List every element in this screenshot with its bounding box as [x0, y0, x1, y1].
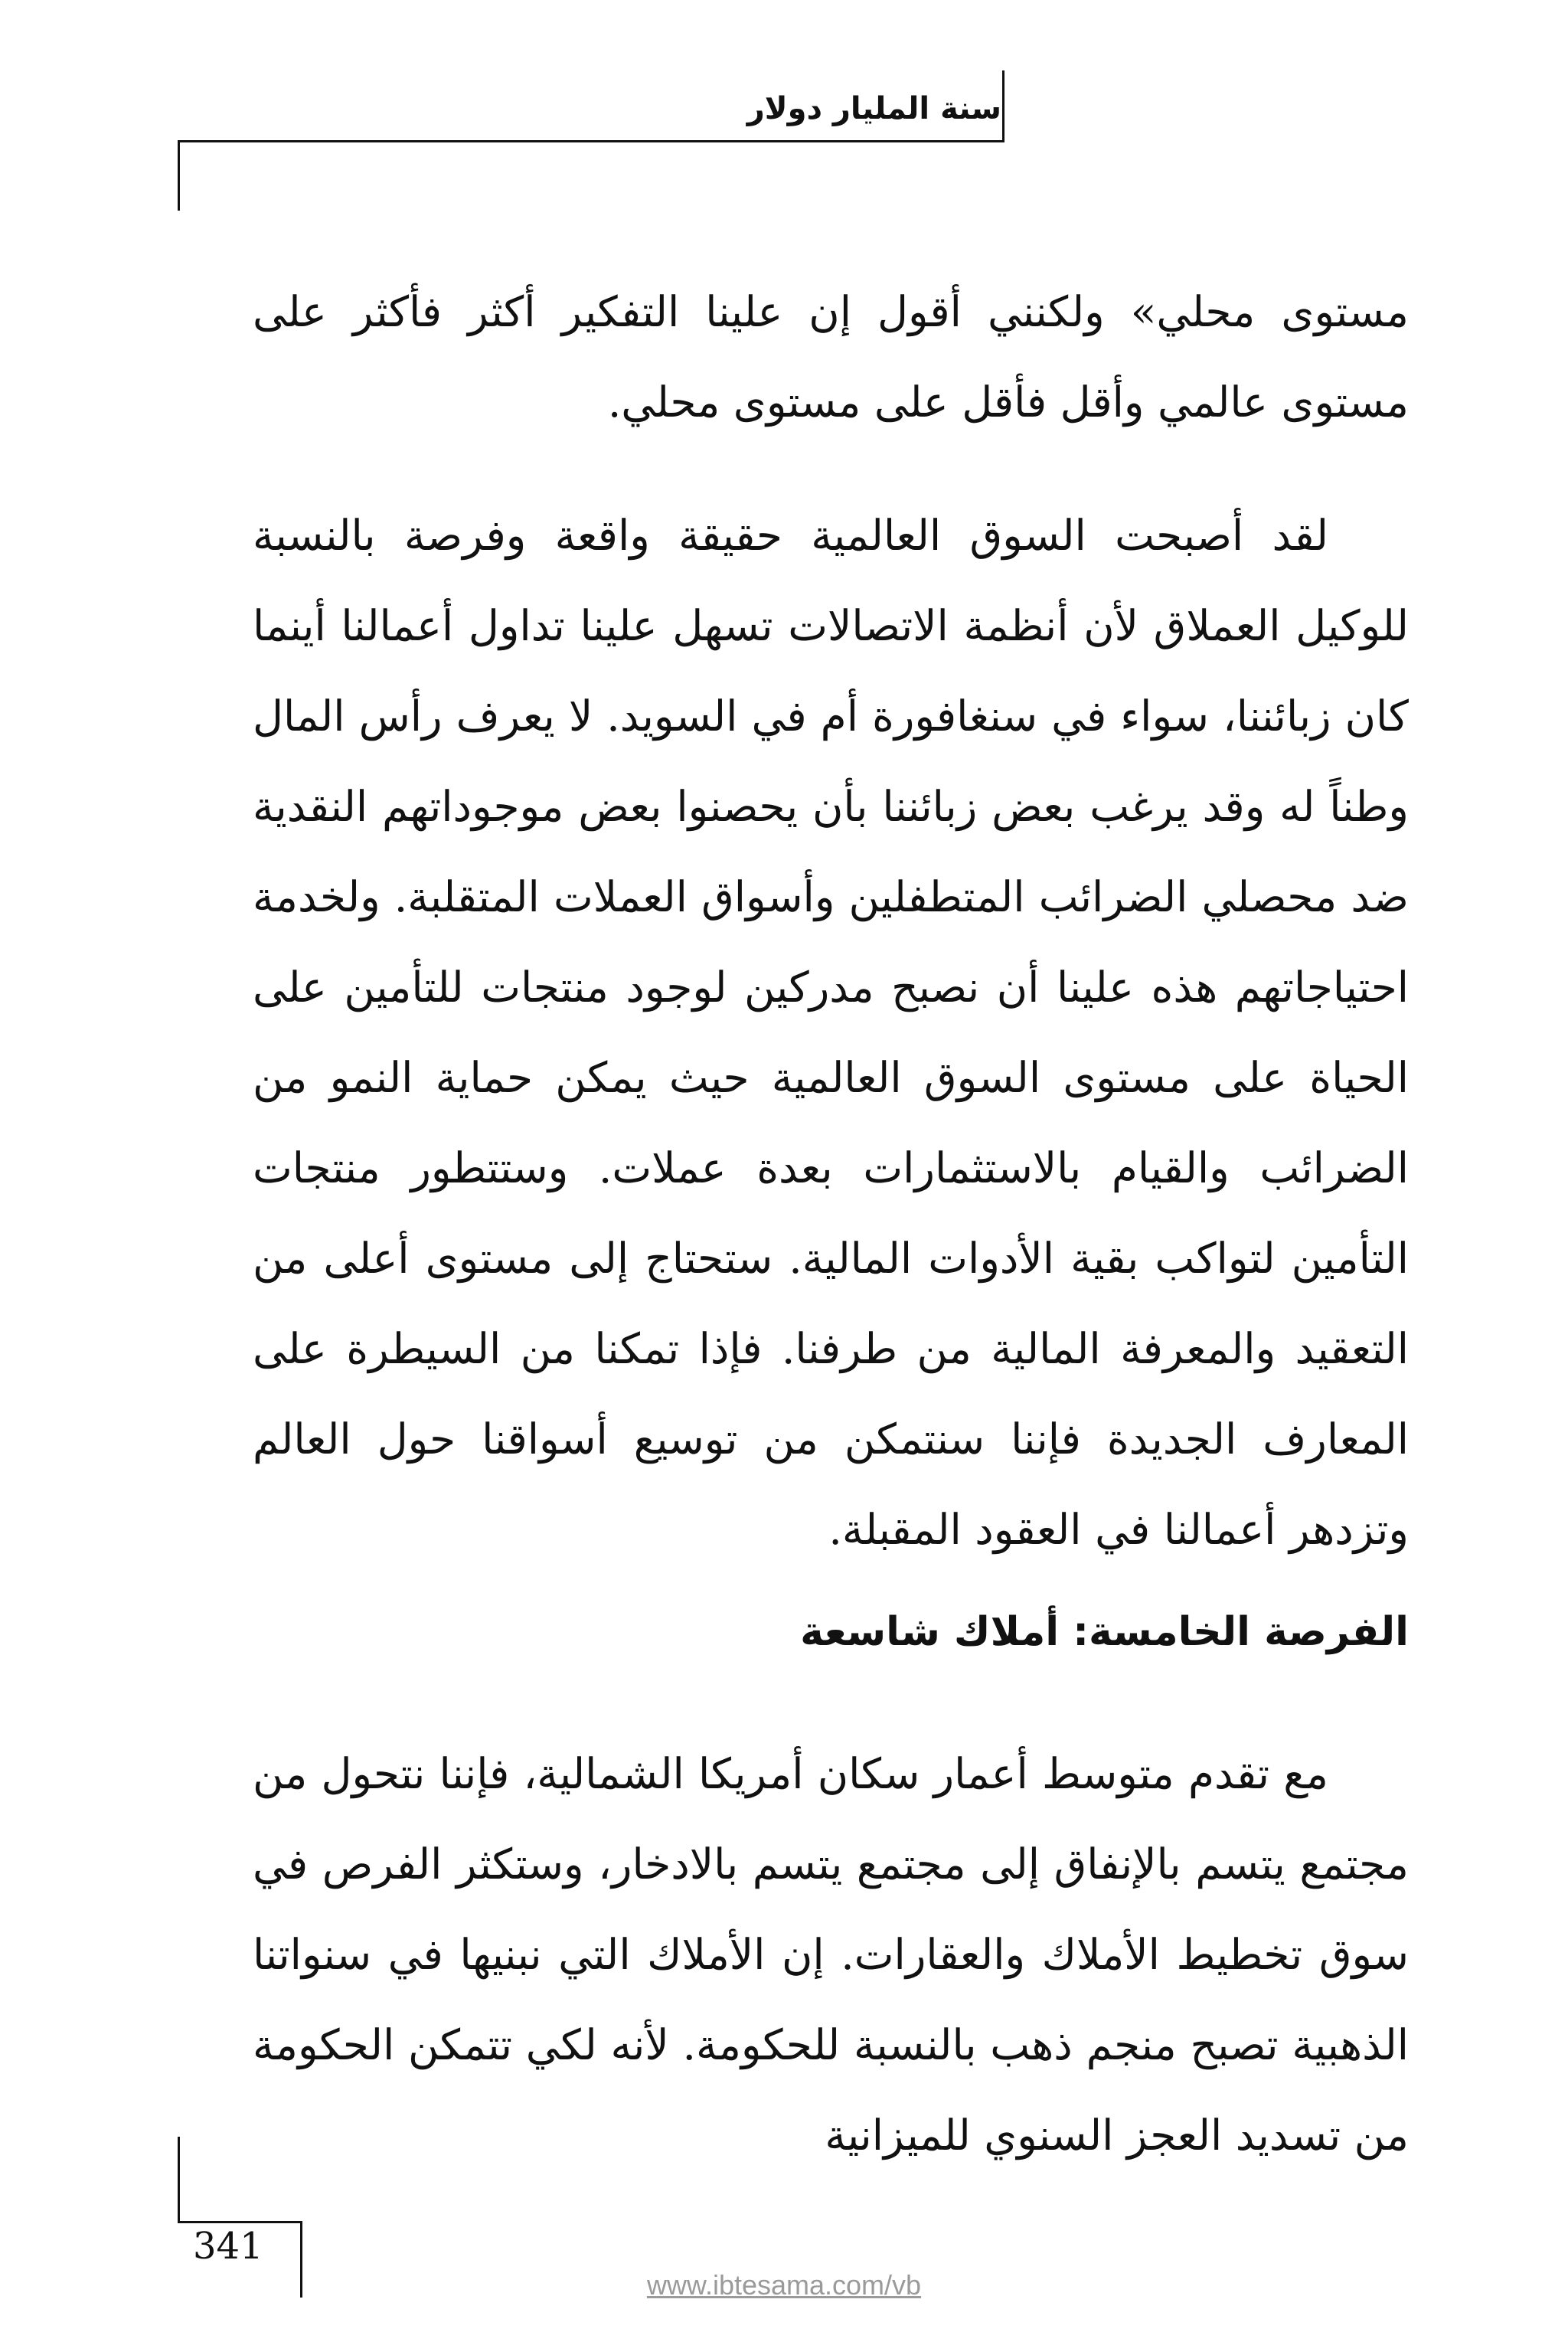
page-number: 341	[193, 2225, 263, 2268]
paragraph-global-market: لقد أصبحت السوق العالمية حقيقة واقعة وفرصة بالنسبة للوكيل العملاق لأن أنظمة الاتصالات تسهل علينا تداول أعمالنا أينما كان زبائننا، سواء في سنغافورة أم في السويد. لا يعرف رأس المال وطناً له وقد يرغب بعض زبائننا بأن يحصنوا بعض موجوداتهم النقدية ضد محصلي الضرائب المتطفلين وأسواق العملات المتقلبة. ولخدمة احتياجاتهم هذه علينا أن نصبح مدركين لوجود منتجات للتأمين على الحياة على مستوى السوق العالمية حيث يمكن حماية النمو من الضرائب والقيام بالاستثمارات بعدة عملات. وستتطور منتجات التأمين لتواكب بقية الأدوات المالية. ستحتاج إلى مستوى أعلى من التعقيد والمعرفة المالية من طرفنا. فإذا تمكنا من السيطرة على المعارف الجديدة فإننا سنتمكن من توسيع أسواقنا حول العالم وتزدهر أعمالنا في العقود المقبلة.	[253, 511, 1409, 1554]
footer-rule	[178, 2221, 300, 2223]
section-heading: الفرصة الخامسة: أملاك شاسعة	[800, 1609, 1409, 1655]
paragraph-estates: مع تقدم متوسط أعمار سكان أمريكا الشمالية، فإننا نتحول من مجتمع يتسم بالإنفاق إلى مجتمع يتسم بالادخار، وستكثر الفرص في سوق تخطيط الأملاك والعقارات. إن الأملاك التي نبنيها في سنواتنا الذهبية تصبح منجم ذهب بالنسبة للحكومة. لأنه لكي تتمكن الحكومة من تسديد العجز السنوي للميزانية	[253, 1749, 1409, 2160]
footer-rule-left-tick	[178, 2137, 180, 2221]
header-rule-left-tick	[178, 140, 180, 211]
watermark-link[interactable]: www.ibtesama.com/vb	[646, 2269, 922, 2301]
running-head-title: سنة المليار دولار	[746, 91, 1001, 126]
header-rule	[178, 140, 1004, 142]
header-rule-right-tick	[1002, 70, 1004, 142]
paragraph-continuation: مستوى محلي» ولكنني أقول إن علينا التفكير أكثر فأكثر على مستوى عالمي وأقل فأقل على مستوى محلي.	[253, 287, 1409, 427]
